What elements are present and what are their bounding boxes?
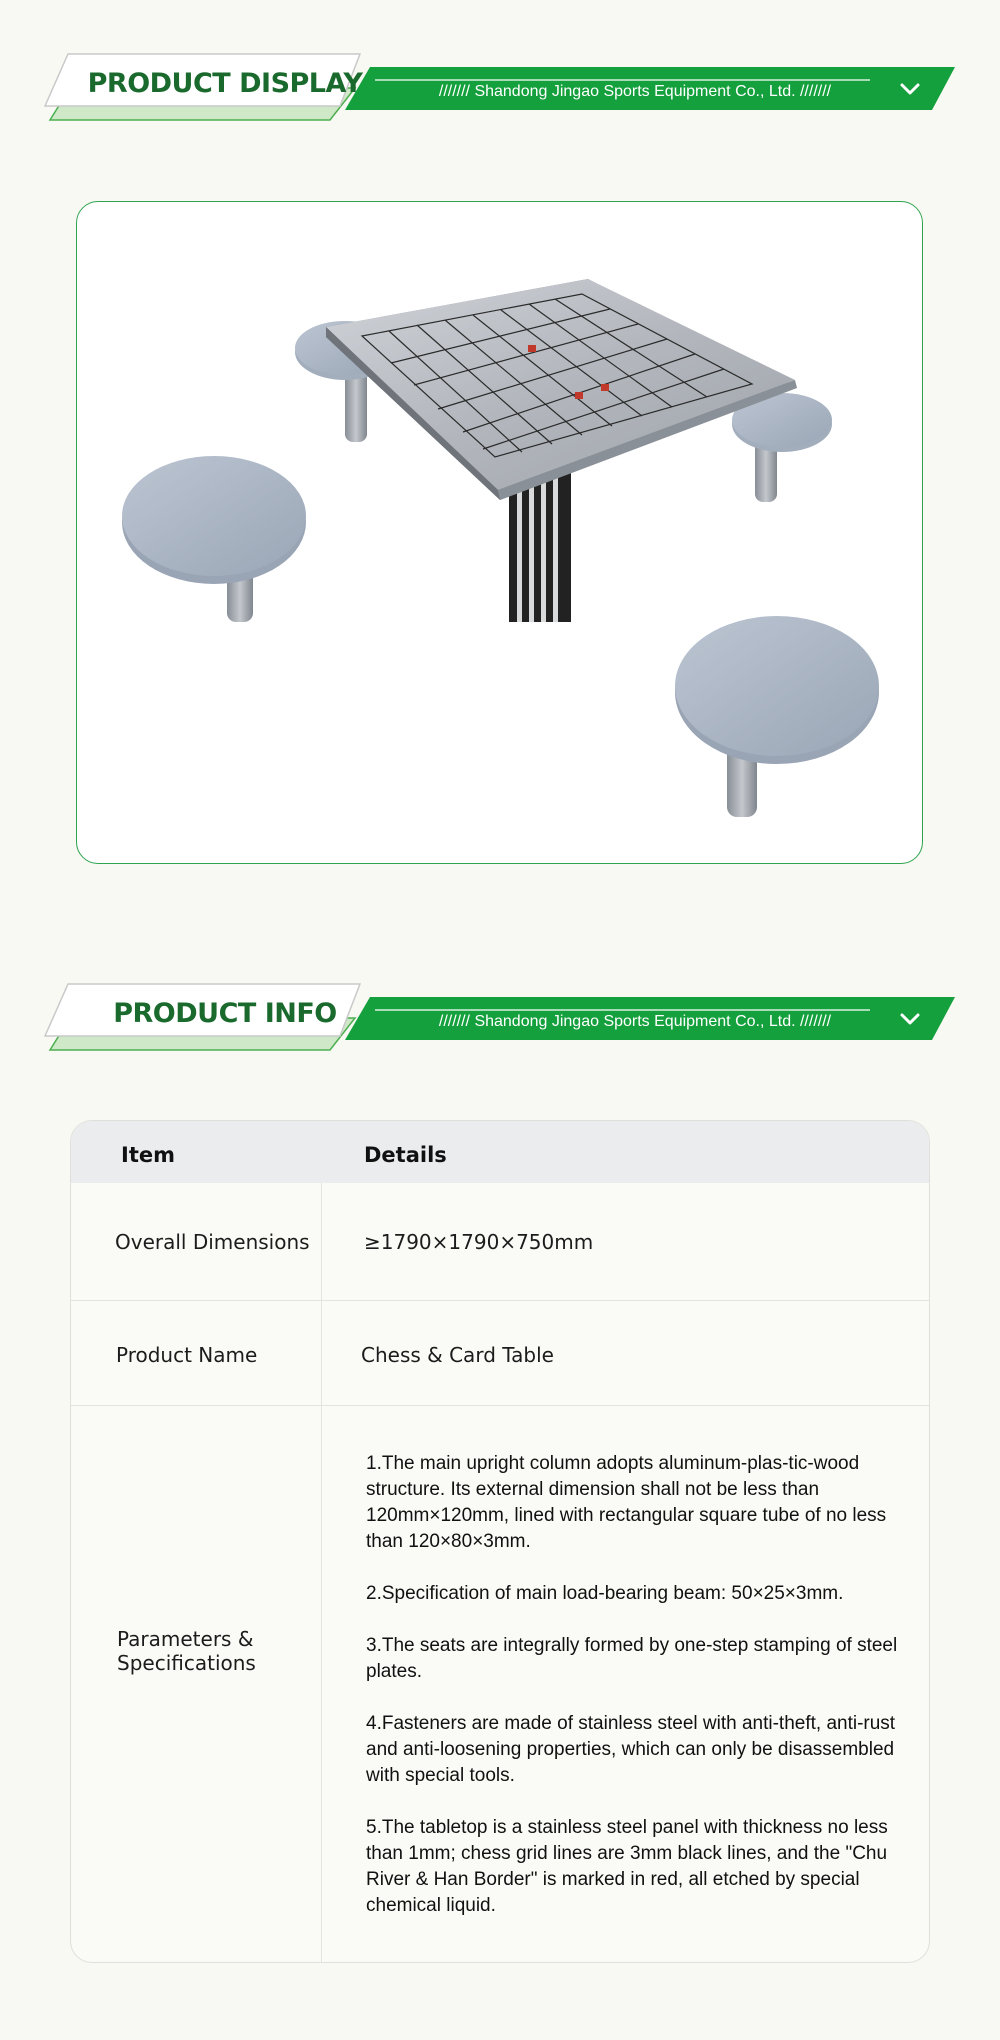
- spec-paragraph: 5.The tabletop is a stainless steel panel with thickness no less than 1mm; chess grid lines are 3mm black lines, and the "Chu River & Han Border" is marked in red, all etched by special chemical liquid.: [366, 1817, 888, 1916]
- row-details-dimensions: ≥1790×1790×750mm: [364, 1230, 594, 1254]
- section-title: PRODUCT DISPLAY: [87, 67, 363, 99]
- table-header: [71, 1121, 929, 1183]
- header-item: Item: [121, 1143, 175, 1167]
- row-details-product-name: Chess & Card Table: [361, 1343, 554, 1367]
- company-banner-text: /////// Shandong Jingao Sports Equipment Co., Ltd. ///////: [438, 1013, 832, 1030]
- section-title: PRODUCT INFO: [113, 997, 337, 1029]
- row-item-product-name: Product Name: [116, 1343, 258, 1367]
- spec-paragraph: 2.Specification of main load-bearing beam: 50×25×3mm.: [366, 1583, 844, 1604]
- chevron-down-icon[interactable]: [895, 74, 925, 104]
- row-divider: [71, 1300, 929, 1301]
- specification-table: [70, 1120, 930, 1963]
- row-item-dimensions: Overall Dimensions: [115, 1230, 310, 1254]
- chess-table-illustration: [77, 202, 923, 864]
- spec-paragraph: 3.The seats are integrally formed by one-step stamping of steel plates.: [366, 1635, 898, 1682]
- spec-paragraph: 1.The main upright column adopts aluminum-plas-tic-wood structure. Its external dimension shall not be less than 120mm×120mm, lined with rectangular square tube of no less than 120×80×3mm.: [366, 1453, 887, 1552]
- spec-paragraph: 4.Fasteners are made of stainless steel with anti-theft, anti-rust and anti-loosening properties, which can only be disassembled with special tools.: [366, 1713, 896, 1786]
- header-details: Details: [364, 1143, 447, 1167]
- product-display-banner: [40, 50, 960, 130]
- row-divider: [71, 1405, 929, 1406]
- product-image-frame: [76, 201, 923, 864]
- product-info-banner: [40, 980, 960, 1060]
- chevron-down-icon[interactable]: [895, 1004, 925, 1034]
- row-item-parameters: Parameters & Specifications: [117, 1627, 256, 1675]
- company-banner-text: /////// Shandong Jingao Sports Equipment Co., Ltd. ///////: [438, 83, 832, 100]
- row-details-parameters: [366, 1451, 906, 1945]
